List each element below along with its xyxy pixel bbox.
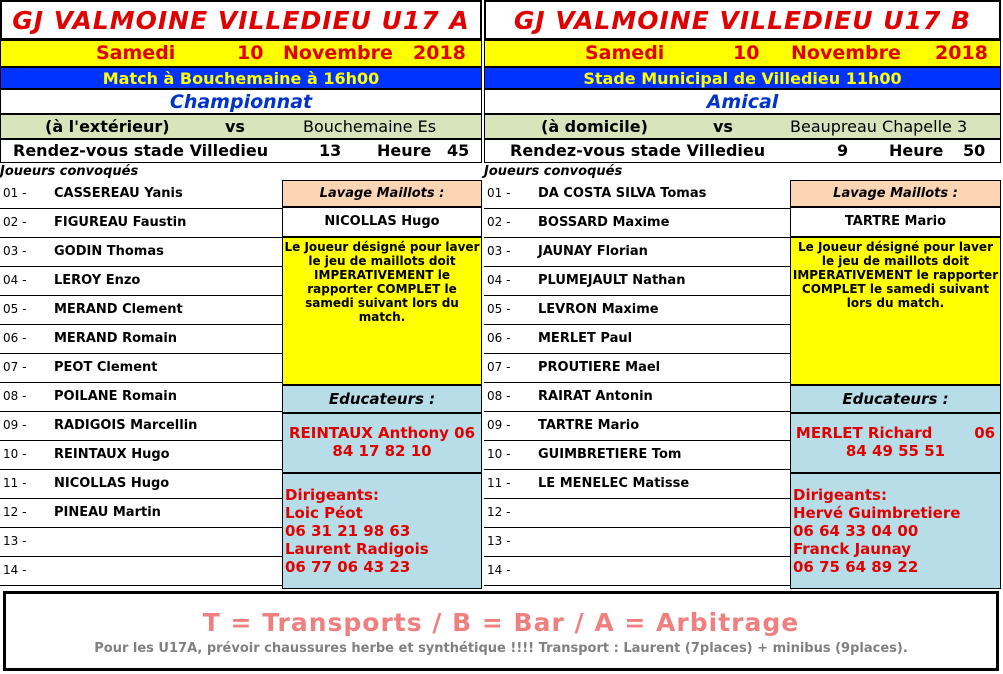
footer-note: Pour les U17A, prévoir chaussures herbe et synthétique !!!! Transport : Laurent (7places) + minibus (9places).: [94, 641, 908, 656]
team-a-coach-line2: 84 17 82 10: [332, 442, 432, 460]
team-a-venue: (à l'extérieur): [45, 117, 170, 136]
player-name: LEROY Enzo: [54, 273, 141, 288]
team-a-convoques-label: Joueurs convoqués: [0, 164, 139, 179]
player-name: RAIRAT Antonin: [538, 389, 653, 404]
player-number: 06 -: [3, 331, 27, 345]
team-b-dir2-name: Franck Jaunay: [793, 540, 912, 558]
team-a-sheet: [0, 0, 482, 590]
player-number: 02 -: [3, 215, 27, 229]
player-number: 09 -: [487, 418, 511, 432]
team-a-date-month: Novembre: [283, 42, 393, 64]
player-row: [0, 325, 282, 354]
player-number: 11 -: [3, 476, 27, 490]
player-name: MERAND Clement: [54, 302, 183, 317]
player-name: REINTAUX Hugo: [54, 447, 170, 462]
player-name: JAUNAY Florian: [538, 244, 648, 259]
team-a-dirigeants-label: Dirigeants:: [285, 486, 379, 504]
player-row: [484, 528, 790, 557]
player-row: [0, 383, 282, 412]
player-name: MERAND Romain: [54, 331, 178, 346]
team-b-rdv-label: Rendez-vous stade Villedieu: [510, 141, 766, 160]
player-row: [484, 412, 790, 441]
player-row: [0, 209, 282, 238]
team-a-date-day: 10: [237, 42, 264, 64]
team-a-rdv-label: Rendez-vous stade Villedieu: [13, 141, 269, 160]
player-row: [0, 180, 282, 209]
player-number: 03 -: [487, 244, 511, 258]
player-name: LEVRON Maxime: [538, 302, 659, 317]
team-b-venue: (à domicile): [541, 117, 648, 136]
player-number: 02 -: [487, 215, 511, 229]
team-b-date-month: Novembre: [791, 42, 901, 64]
team-a-dir1-name: Loic Péot: [285, 504, 363, 522]
team-b-rdv-min: 50: [963, 141, 986, 160]
team-a-date: [0, 40, 482, 67]
player-row: [0, 412, 282, 441]
team-b-location: Stade Municipal de Villedieu 11h00: [484, 67, 1001, 89]
team-a-vs: vs: [225, 117, 245, 136]
player-name: RADIGOIS Marcellin: [54, 418, 198, 433]
player-row: [0, 470, 282, 499]
player-row: [484, 296, 790, 325]
player-number: 08 -: [3, 389, 27, 403]
player-number: 04 -: [3, 273, 27, 287]
team-a-players-list: [0, 180, 282, 586]
team-b-coach-line2: 84 49 55 51: [845, 442, 946, 460]
player-row: [484, 354, 790, 383]
team-a-match-type: Championnat: [0, 89, 482, 114]
player-number: 12 -: [3, 505, 27, 519]
team-a-opponent: Bouchemaine Es: [303, 117, 437, 136]
player-number: 12 -: [487, 505, 511, 519]
team-a-day: Samedi: [96, 42, 176, 64]
team-b-vs: vs: [713, 117, 733, 136]
player-row: [0, 238, 282, 267]
team-a-coach-line1: REINTAUX Anthony 06: [288, 424, 476, 442]
player-name: NICOLLAS Hugo: [54, 476, 170, 491]
player-name: LE MENELEC Matisse: [538, 476, 690, 491]
player-name: CASSEREAU Yanis: [54, 186, 183, 201]
player-row: [484, 383, 790, 412]
team-b-lavage-note: Le Joueur désigné pour laver le jeu de maillots doit IMPERATIVEMENT le rapporter COMPLET le samedi suivant lors du match.: [790, 237, 1001, 385]
player-name: TARTRE Mario: [538, 418, 640, 433]
team-a-dir1-phone: 06 31 21 98 63: [285, 522, 411, 540]
team-b-date: [484, 40, 1001, 67]
player-number: 01 -: [487, 186, 511, 200]
player-name: DA COSTA SILVA Tomas: [538, 186, 707, 201]
team-b-coach-line1: MERLET Richard 06: [795, 424, 996, 442]
team-b-vs-row: [484, 114, 1001, 139]
team-b-date-year: 2018: [935, 42, 988, 64]
player-row: [0, 441, 282, 470]
player-name: MERLET Paul: [538, 331, 633, 346]
team-b-side-panel: [790, 180, 1001, 589]
player-number: 14 -: [487, 563, 511, 577]
team-a-title: GJ VALMOINE VILLEDIEU U17 A: [0, 0, 482, 40]
player-row: [484, 267, 790, 296]
player-number: 14 -: [3, 563, 27, 577]
player-number: 04 -: [487, 273, 511, 287]
player-name: BOSSARD Maxime: [538, 215, 670, 230]
player-name: PLUMEJAULT Nathan: [538, 273, 686, 288]
player-row: [484, 180, 790, 209]
player-number: 01 -: [3, 186, 27, 200]
team-b-date-day: 10: [733, 42, 760, 64]
team-b-heure-label: Heure: [889, 141, 944, 160]
team-b-dir2-phone: 06 75 64 89 22: [793, 558, 919, 576]
player-row: [0, 557, 282, 586]
team-a-rdv-min: 45: [447, 141, 470, 160]
team-a-lavage-label: Lavage Maillots :: [282, 180, 482, 207]
team-b-rdv-hour: 9: [837, 141, 849, 160]
player-name: POILANE Romain: [54, 389, 178, 404]
team-a-vs-row: [0, 114, 482, 139]
team-b-sheet: [484, 0, 1001, 590]
team-a-lavage-note: Le Joueur désigné pour laver le jeu de maillots doit IMPERATIVEMENT le rapporter COMPLET le samedi suivant lors du match.: [282, 237, 482, 385]
team-a-rdv-row: [0, 139, 482, 163]
team-a-heure-label: Heure: [377, 141, 432, 160]
team-b-lavage-name: TARTRE Mario: [790, 207, 1001, 237]
player-row: [484, 325, 790, 354]
player-name: GODIN Thomas: [54, 244, 164, 259]
team-a-date-year: 2018: [413, 42, 466, 64]
team-a-coach: [282, 413, 482, 473]
player-row: [484, 238, 790, 267]
player-row: [0, 296, 282, 325]
player-row: [0, 267, 282, 296]
team-b-match-type: Amical: [484, 89, 1001, 114]
player-row: [484, 441, 790, 470]
team-b-day: Samedi: [585, 42, 665, 64]
player-number: 06 -: [487, 331, 511, 345]
team-a-dir2-phone: 06 77 06 43 23: [285, 558, 411, 576]
player-name: PINEAU Martin: [54, 505, 161, 520]
player-row: [0, 528, 282, 557]
player-row: [0, 354, 282, 383]
player-number: 11 -: [487, 476, 511, 490]
team-b-coach: [790, 413, 1001, 473]
team-a-educateurs-label: Educateurs :: [282, 385, 482, 413]
team-b-dir1-name: Hervé Guimbretiere: [793, 504, 961, 522]
player-row: [484, 557, 790, 586]
team-a-dir2-name: Laurent Radigois: [285, 540, 429, 558]
player-name: PEOT Clement: [54, 360, 158, 375]
team-b-convoques-label: Joueurs convoqués: [484, 164, 623, 179]
footer-box: [3, 591, 999, 671]
player-row: [484, 209, 790, 238]
player-number: 13 -: [3, 534, 27, 548]
player-number: 08 -: [487, 389, 511, 403]
team-b-dir1-phone: 06 64 33 04 00: [793, 522, 919, 540]
player-number: 07 -: [3, 360, 27, 374]
player-number: 10 -: [487, 447, 511, 461]
team-b-educateurs-label: Educateurs :: [790, 385, 1001, 413]
team-a-lavage-name: NICOLLAS Hugo: [282, 207, 482, 237]
player-number: 05 -: [487, 302, 511, 316]
player-number: 07 -: [487, 360, 511, 374]
player-number: 05 -: [3, 302, 27, 316]
team-b-rdv-row: [484, 139, 1001, 163]
team-b-players-list: [484, 180, 790, 586]
player-number: 13 -: [487, 534, 511, 548]
player-row: [0, 499, 282, 528]
player-name: FIGUREAU Faustin: [54, 215, 187, 230]
player-name: PROUTIERE Mael: [538, 360, 661, 375]
footer-legend: T = Transports / B = Bar / A = Arbitrage: [202, 608, 800, 637]
team-b-dirigeants: [790, 473, 1001, 589]
team-a-rdv-hour: 13: [319, 141, 342, 160]
team-b-opponent: Beaupreau Chapelle 3: [790, 117, 968, 136]
team-b-title: GJ VALMOINE VILLEDIEU U17 B: [484, 0, 1001, 40]
player-number: 03 -: [3, 244, 27, 258]
player-number: 10 -: [3, 447, 27, 461]
player-row: [484, 499, 790, 528]
team-b-lavage-label: Lavage Maillots :: [790, 180, 1001, 207]
team-a-dirigeants: [282, 473, 482, 589]
player-number: 09 -: [3, 418, 27, 432]
team-a-side-panel: [282, 180, 482, 589]
team-b-dirigeants-label: Dirigeants:: [793, 486, 887, 504]
team-a-location: Match à Bouchemaine à 16h00: [0, 67, 482, 89]
player-name: GUIMBRETIERE Tom: [538, 447, 682, 462]
player-row: [484, 470, 790, 499]
